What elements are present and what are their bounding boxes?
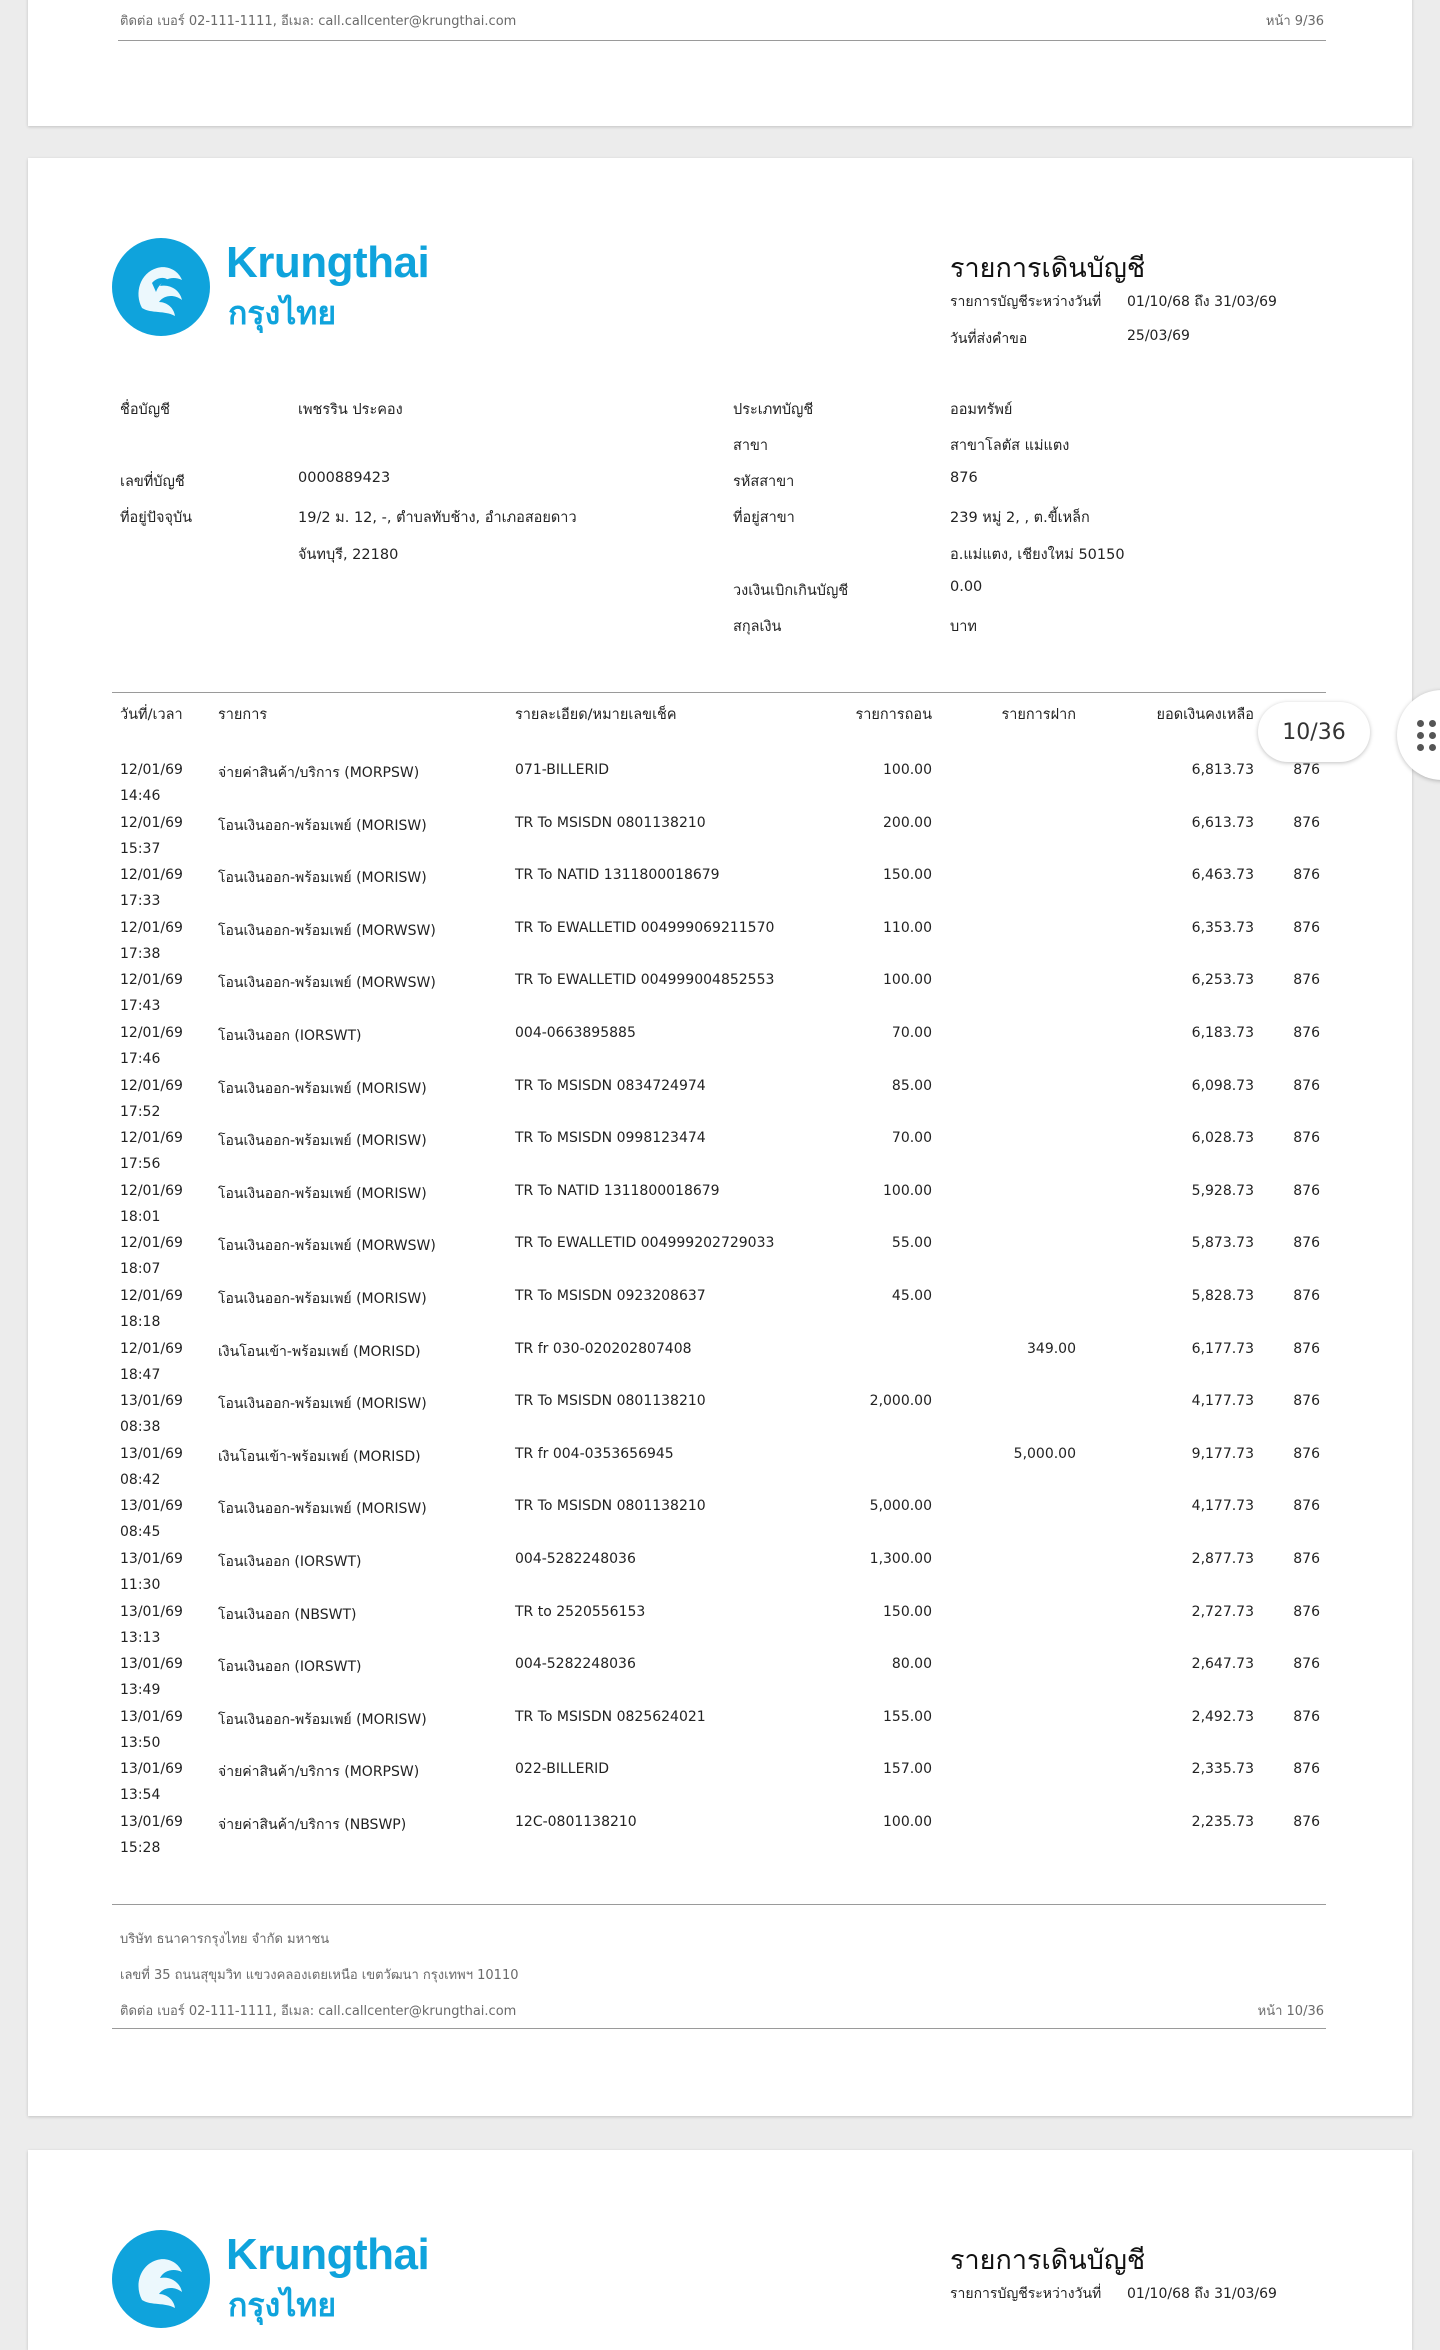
cell-details: 004-5282248036 — [515, 1551, 636, 1567]
cell-description: โอนเงินออก-พร้อมเพย์ (MORISW) — [218, 817, 427, 834]
table-row — [28, 1446, 1412, 1499]
cell-time: 13:54 — [120, 1787, 161, 1804]
cell-date: 13/01/69 — [120, 1445, 183, 1462]
cell-withdrawal: 100.00 — [883, 972, 932, 989]
cell-branch: 876 — [1293, 1761, 1320, 1778]
cell-details: TR To MSISDN 0825624021 — [515, 1708, 706, 1725]
cell-details: TR To MSISDN 0801138210 — [515, 1393, 706, 1410]
cell-date: 12/01/69 — [120, 1182, 183, 1199]
bank-name-en: Krungthai — [226, 238, 430, 287]
cell-time: 17:33 — [120, 893, 161, 910]
cell-branch: 876 — [1293, 972, 1320, 989]
table-row — [28, 1709, 1412, 1762]
cell-description: โอนเงินออก-พร้อมเพย์ (MORISW) — [218, 1185, 427, 1202]
cell-withdrawal: 100.00 — [883, 762, 932, 778]
cell-branch: 876 — [1293, 1445, 1320, 1462]
cell-balance: 2,877.73 — [1191, 1551, 1254, 1567]
table-row — [28, 1551, 1412, 1604]
cell-description: โอนเงินออก (IORSWT) — [218, 1554, 362, 1570]
cell-date: 13/01/69 — [120, 1393, 183, 1410]
address-label: ที่อยู่ปัจจุบัน — [120, 510, 193, 526]
footer-company: บริษัท ธนาคารกรุงไทย จำกัด มหาชน — [120, 1932, 330, 1947]
table-row — [28, 1656, 1412, 1709]
page-title: รายการเดินบัญชี — [950, 253, 1146, 284]
cell-description: โอนเงินออก-พร้อมเพย์ (MORWSW) — [218, 975, 436, 992]
cell-branch: 876 — [1293, 867, 1320, 884]
cell-description: โอนเงินออก-พร้อมเพย์ (MORISW) — [218, 1133, 427, 1150]
cell-details: TR To NATID 1311800018679 — [515, 1182, 720, 1199]
overdraft-value: 0.00 — [950, 579, 983, 595]
page-number: หน้า 10/36 — [1257, 2004, 1324, 2019]
cell-description: โอนเงินออก-พร้อมเพย์ (MORWSW) — [218, 1238, 436, 1255]
cell-time: 17:52 — [120, 1103, 161, 1120]
dots-grid-icon — [1417, 720, 1437, 750]
footer-contact: ติดต่อ เบอร์ 02-111-1111, อีเมล: call.callcenter@krungthai.com — [120, 14, 517, 29]
table-row — [28, 815, 1412, 868]
cell-date: 13/01/69 — [120, 1603, 183, 1620]
cell-withdrawal: 45.00 — [891, 1288, 932, 1304]
cell-details: TR To NATID 1311800018679 — [515, 867, 720, 884]
cell-withdrawal: 110.00 — [883, 919, 932, 936]
table-row — [28, 867, 1412, 920]
previous-page — [28, 0, 1412, 126]
cell-time: 08:38 — [120, 1419, 161, 1436]
cell-branch: 876 — [1293, 1498, 1320, 1515]
period-label: รายการบัญชีระหว่างวันที่ — [950, 2286, 1102, 2302]
cell-time: 18:18 — [120, 1314, 161, 1330]
cell-details: TR To EWALLETID 004999202729033 — [515, 1235, 775, 1252]
cell-details: TR to 2520556153 — [515, 1603, 646, 1620]
cell-date: 12/01/69 — [120, 1235, 183, 1252]
cell-description: จ่ายค่าสินค้า/บริการ (MORPSW) — [218, 1764, 420, 1781]
cell-branch: 876 — [1293, 762, 1320, 778]
cell-description: โอนเงินออก-พร้อมเพย์ (MORISW) — [218, 1080, 427, 1097]
account-type-label: ประเภทบัญชี — [733, 402, 814, 418]
cell-time: 18:07 — [120, 1261, 161, 1278]
cell-branch: 876 — [1293, 814, 1320, 831]
table-row — [28, 1078, 1412, 1131]
cell-balance: 6,353.73 — [1191, 919, 1254, 936]
branch-value: สาขาโลตัส แม่แตง — [950, 438, 1070, 454]
cell-deposit: 5,000.00 — [1013, 1445, 1076, 1462]
account-number-label: เลขที่บัญชี — [120, 474, 185, 490]
cell-withdrawal: 155.00 — [883, 1708, 932, 1725]
cell-date: 13/01/69 — [120, 1656, 183, 1673]
account-type-value: ออมทรัพย์ — [950, 402, 1013, 418]
cell-details: TR fr 030-020202807408 — [515, 1340, 692, 1357]
cell-branch: 876 — [1293, 1340, 1320, 1357]
footer-bottom-divider — [112, 2028, 1326, 2029]
currency-label: สกุลเงิน — [733, 619, 782, 635]
currency-value: บาท — [950, 619, 977, 635]
cell-branch: 876 — [1293, 1288, 1320, 1304]
cell-withdrawal: 80.00 — [891, 1656, 932, 1673]
cell-branch: 876 — [1293, 1235, 1320, 1252]
cell-deposit: 349.00 — [1027, 1340, 1076, 1357]
period-label: รายการบัญชีระหว่างวันที่ — [950, 294, 1102, 310]
cell-time: 11:30 — [120, 1577, 161, 1593]
col-withdrawal: รายการถอน — [855, 707, 932, 723]
cell-date: 12/01/69 — [120, 762, 183, 778]
next-page — [28, 2150, 1412, 2350]
footer-top-divider — [112, 1904, 1326, 1905]
cell-balance: 5,928.73 — [1191, 1182, 1254, 1199]
cell-time: 17:43 — [120, 998, 161, 1015]
address-line2: จันทบุรี, 22180 — [298, 547, 399, 563]
cell-time: 18:47 — [120, 1366, 161, 1383]
cell-details: TR To EWALLETID 004999069211570 — [515, 919, 775, 936]
cell-withdrawal: 150.00 — [883, 867, 932, 884]
footer-divider — [118, 40, 1326, 41]
branch-label: สาขา — [733, 438, 769, 454]
cell-branch: 876 — [1293, 1656, 1320, 1673]
cell-details: TR To EWALLETID 004999004852553 — [515, 972, 775, 989]
branch-address-label: ที่อยู่สาขา — [733, 510, 795, 526]
cell-branch: 876 — [1293, 1182, 1320, 1199]
bird-emblem-icon — [112, 2230, 210, 2328]
table-top-divider — [112, 692, 1326, 693]
cell-balance: 4,177.73 — [1191, 1393, 1254, 1410]
branch-address-line2: อ.แม่แตง, เชียงใหม่ 50150 — [950, 547, 1125, 563]
cell-description: โอนเงินออก-พร้อมเพย์ (MORISW) — [218, 1711, 427, 1728]
cell-details: TR To MSISDN 0801138210 — [515, 814, 706, 831]
cell-balance: 6,463.73 — [1191, 867, 1254, 884]
branch-code-label: รหัสสาขา — [733, 474, 795, 490]
period-value: 01/10/68 ถึง 31/03/69 — [1127, 2286, 1277, 2302]
cell-description: โอนเงินออก (IORSWT) — [218, 1659, 362, 1676]
cell-description: โอนเงินออก (IORSWT) — [218, 1028, 362, 1044]
cell-branch: 876 — [1293, 1551, 1320, 1567]
cell-time: 17:38 — [120, 945, 161, 962]
table-row — [28, 920, 1412, 973]
branch-address-line1: 239 หมู่ 2, , ต.ขี้เหล็ก — [950, 510, 1090, 526]
bird-emblem-icon — [112, 238, 210, 336]
cell-time: 17:46 — [120, 1051, 161, 1067]
col-description: รายการ — [218, 707, 268, 723]
cell-date: 12/01/69 — [120, 1288, 183, 1304]
cell-date: 12/01/69 — [120, 919, 183, 936]
cell-time: 14:46 — [120, 788, 161, 804]
bank-name-th: กรุงไทย — [228, 294, 337, 332]
cell-details: 004-0663895885 — [515, 1025, 636, 1041]
page-title: รายการเดินบัญชี — [950, 2245, 1146, 2276]
cell-time: 15:37 — [120, 840, 161, 857]
cell-details: TR fr 004-0353656945 — [515, 1445, 674, 1462]
account-name-label: ชื่อบัญชี — [120, 402, 170, 418]
cell-time: 18:01 — [120, 1208, 161, 1225]
table-row — [28, 1814, 1412, 1867]
cell-details: 071-BILLERID — [515, 762, 610, 778]
address-line1: 19/2 ม. 12, -, ตำบลทับช้าง, อำเภอสอยดาว — [298, 510, 577, 526]
table-row — [28, 1025, 1412, 1078]
cell-branch: 876 — [1293, 1603, 1320, 1620]
cell-description: จ่ายค่าสินค้า/บริการ (NBSWP) — [218, 1817, 407, 1833]
cell-date: 12/01/69 — [120, 1340, 183, 1357]
cell-time: 13:50 — [120, 1734, 161, 1751]
table-row — [28, 1393, 1412, 1446]
cell-balance: 9,177.73 — [1191, 1445, 1254, 1462]
cell-description: จ่ายค่าสินค้า/บริการ (MORPSW) — [218, 765, 420, 781]
cell-balance: 6,613.73 — [1191, 814, 1254, 831]
cell-details: 022-BILLERID — [515, 1761, 610, 1778]
cell-details: TR To MSISDN 0801138210 — [515, 1498, 706, 1515]
cell-details: TR To MSISDN 0923208637 — [515, 1288, 706, 1304]
cell-time: 08:42 — [120, 1471, 161, 1488]
cell-description: เงินโอนเข้า-พร้อมเพย์ (MORISD) — [218, 1448, 421, 1465]
cell-date: 12/01/69 — [120, 1130, 183, 1147]
footer-address: เลขที่ 35 ถนนสุขุมวิท แขวงคลองเตยเหนือ เขตวัฒนา กรุงเทพฯ 10110 — [120, 1968, 519, 1983]
cell-withdrawal: 157.00 — [883, 1761, 932, 1778]
cell-balance: 4,177.73 — [1191, 1498, 1254, 1515]
cell-date: 13/01/69 — [120, 1814, 183, 1830]
cell-branch: 876 — [1293, 1130, 1320, 1147]
cell-balance: 6,813.73 — [1191, 762, 1254, 778]
cell-withdrawal: 2,000.00 — [869, 1393, 932, 1410]
bank-name-en: Krungthai — [226, 2230, 430, 2279]
cell-withdrawal: 200.00 — [883, 814, 932, 831]
col-balance: ยอดเงินคงเหลือ — [1156, 707, 1254, 723]
cell-date: 13/01/69 — [120, 1498, 183, 1515]
cell-balance: 6,183.73 — [1191, 1025, 1254, 1041]
cell-description: โอนเงินออก-พร้อมเพย์ (MORISW) — [218, 1501, 427, 1518]
cell-time: 13:49 — [120, 1682, 161, 1699]
page-number: หน้า 9/36 — [1265, 14, 1324, 29]
cell-withdrawal: 5,000.00 — [869, 1498, 932, 1515]
table-row — [28, 1498, 1412, 1551]
table-row — [28, 1288, 1412, 1341]
table-row — [28, 1341, 1412, 1394]
cell-branch: 876 — [1293, 1077, 1320, 1094]
account-name-value: เพชรริน ประคอง — [298, 402, 403, 418]
cell-withdrawal: 150.00 — [883, 1603, 932, 1620]
table-row — [28, 1604, 1412, 1657]
overdraft-label: วงเงินเบิกเกินบัญชี — [733, 583, 849, 599]
cell-withdrawal: 55.00 — [891, 1235, 932, 1252]
cell-date: 12/01/69 — [120, 1077, 183, 1094]
cell-description: โอนเงินออก (NBSWT) — [218, 1606, 357, 1623]
cell-balance: 2,727.73 — [1191, 1603, 1254, 1620]
cell-branch: 876 — [1293, 1025, 1320, 1041]
cell-balance: 5,873.73 — [1191, 1235, 1254, 1252]
cell-withdrawal: 1,300.00 — [869, 1551, 932, 1567]
cell-withdrawal: 70.00 — [891, 1130, 932, 1147]
cell-branch: 876 — [1293, 1708, 1320, 1725]
cell-balance: 2,235.73 — [1191, 1814, 1254, 1830]
col-datetime: วันที่/เวลา — [120, 707, 183, 723]
table-row — [28, 1761, 1412, 1814]
cell-description: โอนเงินออก-พร้อมเพย์ (MORWSW) — [218, 922, 436, 939]
cell-details: TR To MSISDN 0998123474 — [515, 1130, 706, 1147]
statement-page — [28, 158, 1412, 2116]
cell-date: 12/01/69 — [120, 1025, 183, 1041]
cell-date: 13/01/69 — [120, 1708, 183, 1725]
request-date-value: 25/03/69 — [1127, 328, 1190, 344]
cell-time: 13:13 — [120, 1629, 161, 1646]
cell-description: โอนเงินออก-พร้อมเพย์ (MORISW) — [218, 1291, 427, 1307]
cell-branch: 876 — [1293, 1393, 1320, 1410]
table-row — [28, 1130, 1412, 1183]
cell-balance: 6,177.73 — [1191, 1340, 1254, 1357]
cell-balance: 2,492.73 — [1191, 1708, 1254, 1725]
cell-date: 13/01/69 — [120, 1761, 183, 1778]
cell-date: 12/01/69 — [120, 972, 183, 989]
cell-time: 15:28 — [120, 1840, 161, 1856]
cell-balance: 6,098.73 — [1191, 1077, 1254, 1094]
table-row — [28, 1235, 1412, 1288]
table-row — [28, 762, 1412, 815]
cell-details: TR To MSISDN 0834724974 — [515, 1077, 706, 1094]
cell-date: 12/01/69 — [120, 867, 183, 884]
cell-withdrawal: 100.00 — [883, 1182, 932, 1199]
cell-balance: 2,647.73 — [1191, 1656, 1254, 1673]
cell-details: 004-5282248036 — [515, 1656, 636, 1673]
cell-balance: 6,028.73 — [1191, 1130, 1254, 1147]
request-date-label: วันที่ส่งคำขอ — [950, 331, 1028, 347]
cell-description: เงินโอนเข้า-พร้อมเพย์ (MORISD) — [218, 1343, 421, 1360]
page-indicator[interactable]: 10/36 — [1258, 702, 1370, 762]
cell-withdrawal: 85.00 — [891, 1077, 932, 1094]
account-number-value: 0000889423 — [298, 470, 391, 486]
table-row — [28, 1183, 1412, 1236]
table-row — [28, 972, 1412, 1025]
cell-description: โอนเงินออก-พร้อมเพย์ (MORISW) — [218, 870, 427, 887]
cell-withdrawal: 70.00 — [891, 1025, 932, 1041]
cell-details: 12C-0801138210 — [515, 1814, 637, 1830]
col-details: รายละเอียด/หมายเลขเช็ค — [515, 707, 677, 723]
cell-branch: 876 — [1293, 1814, 1320, 1830]
cell-time: 08:45 — [120, 1524, 161, 1541]
footer-contact: ติดต่อ เบอร์ 02-111-1111, อีเมล: call.callcenter@krungthai.com — [120, 2004, 517, 2019]
cell-withdrawal: 100.00 — [883, 1814, 932, 1830]
cell-description: โอนเงินออก-พร้อมเพย์ (MORISW) — [218, 1396, 427, 1413]
cell-branch: 876 — [1293, 919, 1320, 936]
col-deposit: รายการฝาก — [1001, 707, 1076, 723]
cell-date: 13/01/69 — [120, 1551, 183, 1567]
cell-time: 17:56 — [120, 1156, 161, 1173]
period-value: 01/10/68 ถึง 31/03/69 — [1127, 294, 1277, 310]
cell-balance: 6,253.73 — [1191, 972, 1254, 989]
cell-balance: 5,828.73 — [1191, 1288, 1254, 1304]
bank-name-th: กรุงไทย — [228, 2286, 337, 2324]
cell-date: 12/01/69 — [120, 814, 183, 831]
cell-balance: 2,335.73 — [1191, 1761, 1254, 1778]
branch-code-value: 876 — [950, 470, 978, 486]
